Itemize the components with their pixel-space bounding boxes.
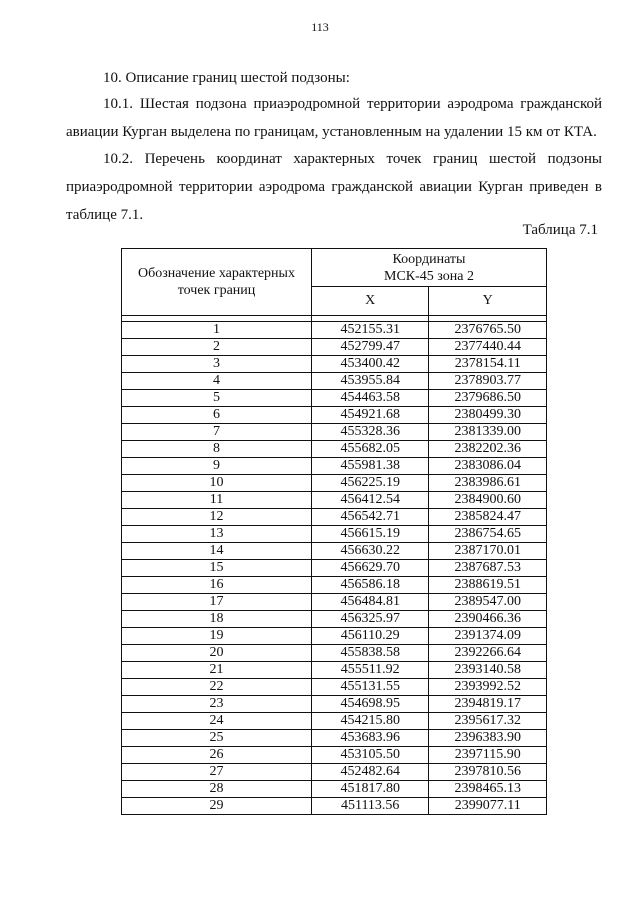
coord-y: 2376765.50 <box>429 322 547 339</box>
coord-x: 456484.81 <box>311 594 428 611</box>
point-number: 16 <box>122 577 312 594</box>
coord-x: 452482.64 <box>311 764 428 781</box>
table-row <box>122 747 547 764</box>
coord-x: 455981.38 <box>311 458 428 475</box>
point-number: 10 <box>122 475 312 492</box>
coord-x: 456629.70 <box>311 560 428 577</box>
coord-x: 456412.54 <box>311 492 428 509</box>
point-number: 6 <box>122 407 312 424</box>
point-number: 22 <box>122 679 312 696</box>
coord-y: 2387687.53 <box>429 560 547 577</box>
point-number: 24 <box>122 713 312 730</box>
coord-x: 456110.29 <box>311 628 428 645</box>
coord-y: 2393140.58 <box>429 662 547 679</box>
section-heading: 10. Описание границ шестой подзоны: <box>103 70 350 86</box>
paragraph-10-2: 10.2. Перечень координат характерных точек границ шестой подзоны приаэродромной территории аэродрома гражданской авиации Курган приведен в таблице 7.1. <box>66 151 602 223</box>
point-number: 7 <box>122 424 312 441</box>
coord-y: 2382202.36 <box>429 441 547 458</box>
coord-y: 2380499.30 <box>429 407 547 424</box>
coordinates-table <box>121 248 547 815</box>
table-row <box>122 594 547 611</box>
table-row <box>122 764 547 781</box>
coord-y: 2396383.90 <box>429 730 547 747</box>
header-point-designation: Обозначение характерных точек границ <box>122 249 312 316</box>
point-number: 8 <box>122 441 312 458</box>
table-row <box>122 441 547 458</box>
coord-x: 451113.56 <box>311 798 428 815</box>
coord-x: 455131.55 <box>311 679 428 696</box>
coord-x: 456542.71 <box>311 509 428 526</box>
table-row <box>122 679 547 696</box>
table-row <box>122 475 547 492</box>
coord-y: 2386754.65 <box>429 526 547 543</box>
coord-x: 453105.50 <box>311 747 428 764</box>
table-row <box>122 611 547 628</box>
point-number: 5 <box>122 390 312 407</box>
coord-y: 2397115.90 <box>429 747 547 764</box>
coord-y: 2393992.52 <box>429 679 547 696</box>
coord-y: 2394819.17 <box>429 696 547 713</box>
point-number: 1 <box>122 322 312 339</box>
point-number: 4 <box>122 373 312 390</box>
coord-y: 2385824.47 <box>429 509 547 526</box>
header-coordinates <box>311 249 546 287</box>
table-row <box>122 577 547 594</box>
coord-x: 456586.18 <box>311 577 428 594</box>
table-row <box>122 339 547 356</box>
coord-x: 456325.97 <box>311 611 428 628</box>
coord-y: 2398465.13 <box>429 781 547 798</box>
point-number: 13 <box>122 526 312 543</box>
coord-y: 2387170.01 <box>429 543 547 560</box>
page-number: 113 <box>311 20 329 34</box>
point-number: 23 <box>122 696 312 713</box>
coord-x: 455682.05 <box>311 441 428 458</box>
coord-x: 453955.84 <box>311 373 428 390</box>
coord-y: 2384900.60 <box>429 492 547 509</box>
table-row <box>122 730 547 747</box>
point-number: 18 <box>122 611 312 628</box>
table-row <box>122 390 547 407</box>
point-number: 20 <box>122 645 312 662</box>
coord-y: 2392266.64 <box>429 645 547 662</box>
header-coordinate-system: МСК-45 зона 2 <box>384 268 474 284</box>
table-row <box>122 509 547 526</box>
point-number: 14 <box>122 543 312 560</box>
point-number: 26 <box>122 747 312 764</box>
point-number: 28 <box>122 781 312 798</box>
table-row <box>122 373 547 390</box>
coord-x: 455838.58 <box>311 645 428 662</box>
coord-y: 2381339.00 <box>429 424 547 441</box>
point-number: 12 <box>122 509 312 526</box>
coord-x: 454463.58 <box>311 390 428 407</box>
point-number: 15 <box>122 560 312 577</box>
table-row <box>122 424 547 441</box>
table-row <box>122 713 547 730</box>
coord-x: 455511.92 <box>311 662 428 679</box>
table-row <box>122 645 547 662</box>
point-number: 3 <box>122 356 312 373</box>
coord-y: 2388619.51 <box>429 577 547 594</box>
header-x: X <box>311 287 428 316</box>
coord-x: 451817.80 <box>311 781 428 798</box>
table-row <box>122 526 547 543</box>
coord-x: 452155.31 <box>311 322 428 339</box>
point-number: 19 <box>122 628 312 645</box>
coord-y: 2391374.09 <box>429 628 547 645</box>
coord-x: 453400.42 <box>311 356 428 373</box>
point-number: 11 <box>122 492 312 509</box>
table-row <box>122 798 547 815</box>
point-number: 21 <box>122 662 312 679</box>
table-row <box>122 543 547 560</box>
coord-x: 456615.19 <box>311 526 428 543</box>
coord-x: 456225.19 <box>311 475 428 492</box>
table-row <box>122 628 547 645</box>
table-row <box>122 781 547 798</box>
coord-y: 2390466.36 <box>429 611 547 628</box>
point-number: 9 <box>122 458 312 475</box>
table-row <box>122 322 547 339</box>
table-row <box>122 458 547 475</box>
coord-x: 455328.36 <box>311 424 428 441</box>
coord-y: 2378154.11 <box>429 356 547 373</box>
coord-y: 2389547.00 <box>429 594 547 611</box>
coord-y: 2378903.77 <box>429 373 547 390</box>
header-y: Y <box>429 287 547 316</box>
table-row <box>122 696 547 713</box>
point-number: 27 <box>122 764 312 781</box>
coord-y: 2379686.50 <box>429 390 547 407</box>
paragraph-10-1: 10.1. Шестая подзона приаэродромной территории аэродрома гражданской авиации Курган выделена по границам, установленным на удалении 15 км от КТА. <box>66 96 602 140</box>
coord-y: 2399077.11 <box>429 798 547 815</box>
point-number: 29 <box>122 798 312 815</box>
coord-x: 452799.47 <box>311 339 428 356</box>
coord-y: 2383086.04 <box>429 458 547 475</box>
coord-x: 454921.68 <box>311 407 428 424</box>
coord-x: 453683.96 <box>311 730 428 747</box>
table-row <box>122 492 547 509</box>
point-number: 25 <box>122 730 312 747</box>
coord-y: 2397810.56 <box>429 764 547 781</box>
coord-x: 454698.95 <box>311 696 428 713</box>
table-row <box>122 356 547 373</box>
table-body <box>122 322 547 815</box>
header-coordinates-title: Координаты <box>392 251 466 267</box>
table-row <box>122 560 547 577</box>
table-row <box>122 662 547 679</box>
coord-y: 2395617.32 <box>429 713 547 730</box>
coord-y: 2383986.61 <box>429 475 547 492</box>
point-number: 17 <box>122 594 312 611</box>
table-row <box>122 407 547 424</box>
coord-y: 2377440.44 <box>429 339 547 356</box>
coord-x: 454215.80 <box>311 713 428 730</box>
table-caption: Таблица 7.1 <box>522 222 598 238</box>
coord-x: 456630.22 <box>311 543 428 560</box>
point-number: 2 <box>122 339 312 356</box>
